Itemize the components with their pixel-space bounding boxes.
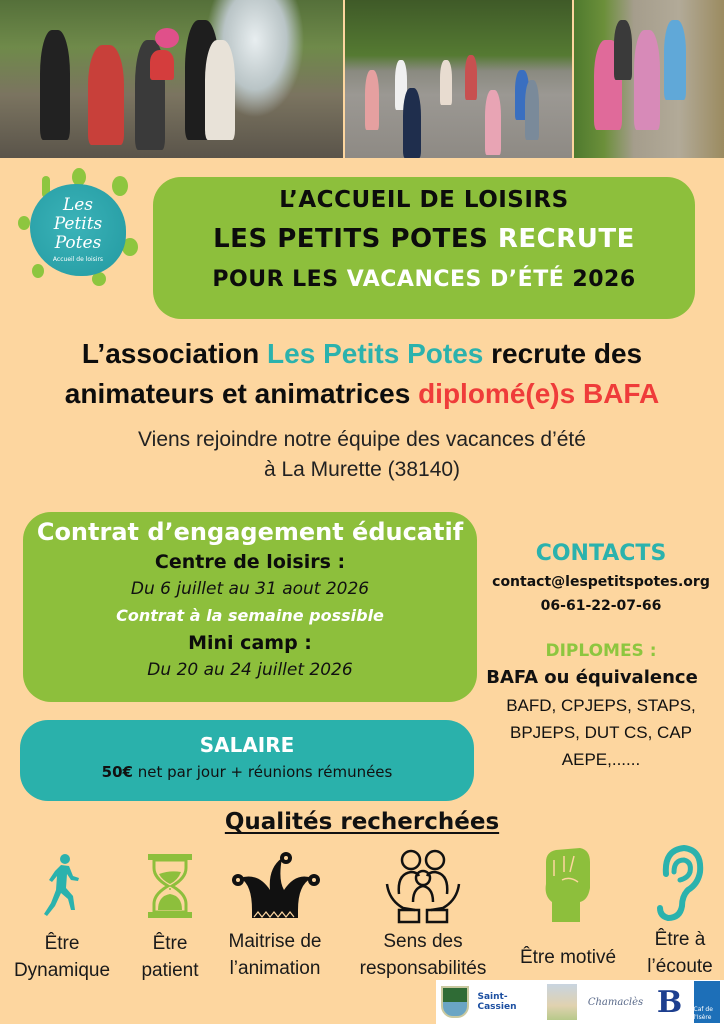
commune-church-logo [547,983,577,1021]
headline-bafa: diplomé(e)s BAFA [418,378,660,409]
salary-box [20,720,474,801]
contract-box [23,512,477,702]
caf-logo: Caf de l'Isère [694,981,720,1023]
title-line-2 [153,217,695,261]
qualities-title: Qualités recherchées [224,809,500,835]
diplomas-title: DIPLOMES : [545,641,657,661]
quality-label: Être motivé [519,947,617,968]
quality-label: Dynamique [13,960,111,981]
title-banner [153,177,695,319]
quality-label: patient [141,960,199,981]
headline-text: animateurs et animatrices [64,378,419,409]
logo-subtitle: Accueil de loisirs [52,256,104,263]
mairie-la-murette-logo [441,983,469,1021]
photo-waving-kids [574,0,724,158]
raised-fist-icon [540,844,596,924]
family-hands-icon [383,848,463,926]
quality-label: responsabilités [359,958,487,979]
logo-line-3: Potes [54,233,102,253]
quality-item [130,852,210,984]
title-line-1: L’ACCUEIL DE LOISIRS [279,187,569,213]
ear-icon [654,844,706,924]
headline-org-name: Les Petits Potes [267,338,484,369]
headline-text: recrute des [483,338,643,369]
camp-heading: Mini camp : [188,632,312,654]
quality-item [636,844,724,980]
contacts-title: CONTACTS [535,541,667,566]
quality-item [508,844,628,971]
title-line-3 [153,261,695,299]
subline [0,425,724,485]
quality-item [215,850,335,982]
saint-cassien-logo: Saint-Cassien [477,992,517,1012]
headline-line-1 [0,334,724,374]
salary-details: net par jour + réunions rémunées [132,763,393,781]
title-org-name: LES PETITS POTES [213,224,498,254]
quality-item [4,852,120,984]
contract-title: Contrat d’engagement éducatif [36,518,464,546]
contact-phone-link[interactable]: 06-61-22-07-66 [540,598,662,614]
title-recrute: RECRUTE [497,224,635,254]
diplomas-list-line: BPJEPS, DUT CS, CAP [509,723,692,742]
photo-banner [0,0,724,158]
subline-line-1: Viens rejoindre notre équipe des vacances d’été [138,428,586,451]
quality-label: l’animation [229,958,321,979]
title-vacances: VACANCES D’ÉTÉ [346,267,565,292]
quality-label: Être à [654,929,706,950]
quality-label: Sens des [383,931,463,952]
centre-dates: Du 6 juillet au 31 aout 2026 [130,579,370,599]
photo-circle-game [345,0,572,158]
diplomas-list-line: BAFD, CPJEPS, STAPS, [506,696,696,715]
salary-amount: 50€ [101,763,133,781]
contacts-panel [478,538,724,773]
quality-label: l’écoute [647,956,713,977]
quality-label: Être [44,933,80,954]
diplomas-main: BAFA ou équivalence [486,667,698,688]
quality-label: Être [152,933,188,954]
logo-line-2: Petits [53,214,103,234]
subline-location: à La Murette (38140) [263,458,461,481]
centre-heading: Centre de loisirs : [154,551,346,573]
contact-email-link[interactable]: contact@lespetitspotes.org [492,574,710,590]
headline [0,334,724,414]
runner-icon [37,852,87,922]
logo-line-1: Les [62,195,94,215]
diplomas-list-line: AEPE,...... [561,750,641,769]
camp-dates: Du 20 au 24 juillet 2026 [147,660,353,680]
salary-text [20,759,474,785]
title-pour-les: POUR LES [212,267,347,292]
salary-title: SALAIRE [199,733,295,757]
centre-note: Contrat à la semaine possible [116,606,384,625]
b-logo: B [656,984,683,1020]
partner-logos [436,980,724,1024]
title-year: 2026 [564,267,636,292]
coat-of-arms-icon [441,986,469,1018]
photo-waterfall [0,0,343,158]
jester-hat-icon [230,850,320,922]
chamacles-logo: Chamaclès [587,996,644,1008]
quality-item [348,848,498,982]
church-icon [547,984,577,1020]
hourglass-icon [146,852,194,920]
quality-label: Maitrise de [228,931,322,952]
headline-text: L’association [81,338,268,369]
logo-wordmark [30,196,126,253]
les-petits-potes-logo [12,168,144,290]
headline-line-2 [0,374,724,414]
